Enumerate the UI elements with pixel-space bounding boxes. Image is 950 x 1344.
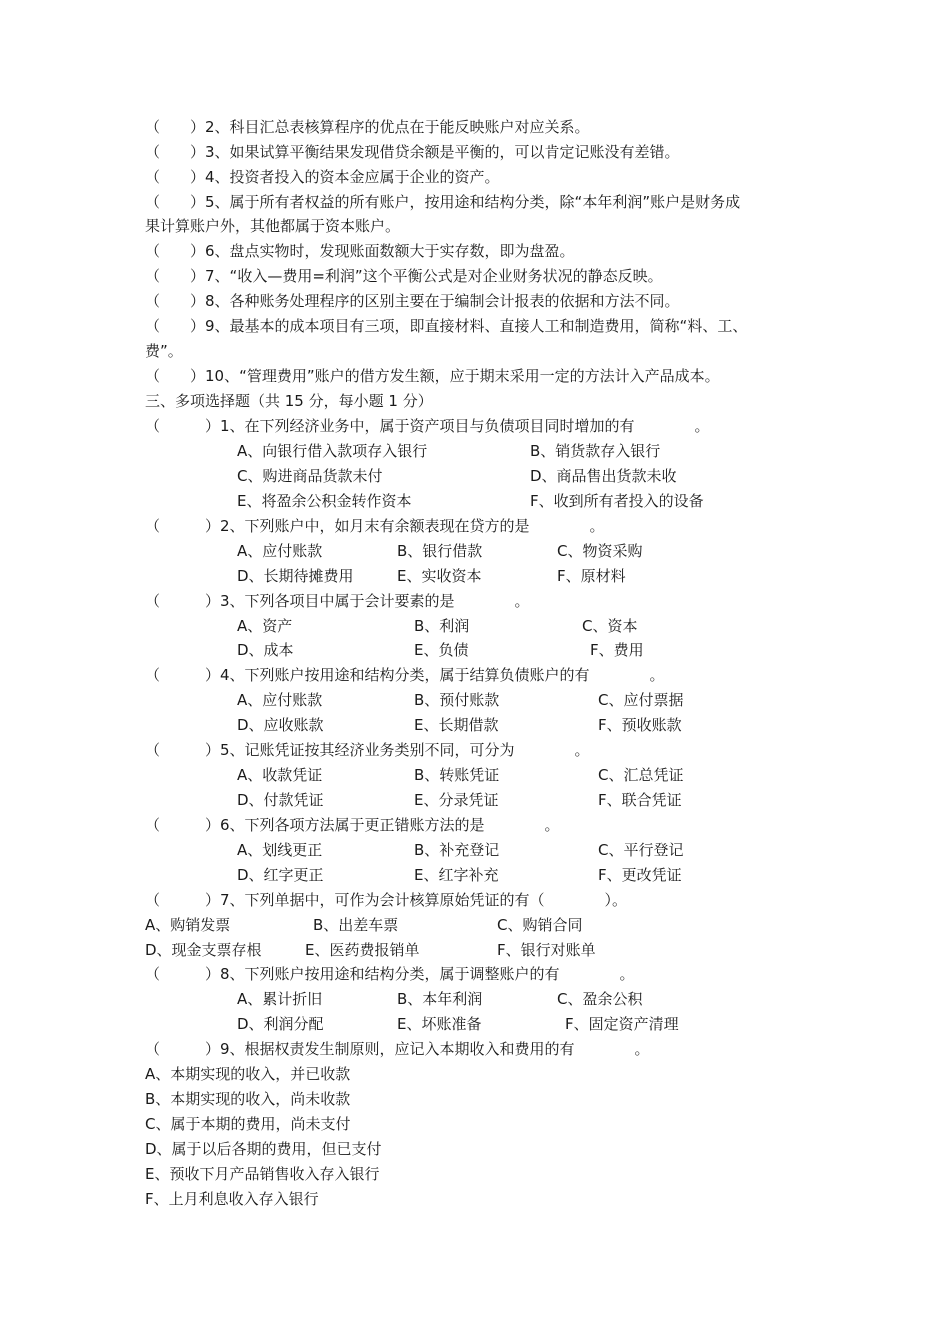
option: A、购销发票 xyxy=(145,916,231,934)
option: E、将盈余公积金转作资本 xyxy=(237,492,412,510)
tf-question-7: （ ）7、“收入—费用=利润”这个平衡公式是对企业财务状况的静态反映。 xyxy=(145,267,663,285)
option: F、固定资产清理 xyxy=(565,1015,679,1033)
option: F、更改凭证 xyxy=(598,866,682,884)
option: F、费用 xyxy=(590,641,644,659)
option: A、本期实现的收入，并已收款 xyxy=(145,1065,351,1083)
option: A、应付账款 xyxy=(237,542,323,560)
option: F、预收账款 xyxy=(598,716,682,734)
option: D、付款凭证 xyxy=(237,791,324,809)
option: D、长期待摊费用 xyxy=(237,567,354,585)
section-title: 三、多项选择题（共 15 分，每小题 1 分） xyxy=(145,392,433,410)
option: F、收到所有者投入的设备 xyxy=(530,492,704,510)
option: E、红字补充 xyxy=(414,866,499,884)
mc-question-4-stem: （ ）4、下列账户按用途和结构分类，属于结算负债账户的有 。 xyxy=(145,666,665,684)
option: A、累计折旧 xyxy=(237,990,323,1008)
option: A、资产 xyxy=(237,617,293,635)
option: C、购销合同 xyxy=(497,916,583,934)
option: C、属于本期的费用，尚未支付 xyxy=(145,1115,351,1133)
option: F、联合凭证 xyxy=(598,791,682,809)
option: B、出差车票 xyxy=(313,916,399,934)
tf-question-10: （ ）10、“管理费用”账户的借方发生额，应于期末采用一定的方法计入产品成本。 xyxy=(145,367,720,385)
option: E、实收资本 xyxy=(397,567,482,585)
tf-question-3: （ ）3、如果试算平衡结果发现借贷余额是平衡的，可以肯定记账没有差错。 xyxy=(145,143,680,161)
option: D、利润分配 xyxy=(237,1015,324,1033)
option: E、预收下月产品销售收入存入银行 xyxy=(145,1165,380,1183)
option: B、补充登记 xyxy=(414,841,500,859)
option: C、购进商品货款未付 xyxy=(237,467,383,485)
option: A、向银行借入款项存入银行 xyxy=(237,442,428,460)
option: D、应收账款 xyxy=(237,716,324,734)
option: A、划线更正 xyxy=(237,841,323,859)
option: E、长期借款 xyxy=(414,716,499,734)
tf-question-9: （ ）9、最基本的成本项目有三项，即直接材料、直接人工和制造费用，简称“料、工、 xyxy=(145,317,748,335)
mc-question-3-stem: （ ）3、下列各项目中属于会计要素的是 。 xyxy=(145,592,530,610)
mc-question-5-stem: （ ）5、记账凭证按其经济业务类别不同，可分为 。 xyxy=(145,741,590,759)
option: E、医药费报销单 xyxy=(305,941,420,959)
mc-question-8-stem: （ ）8、下列账户按用途和结构分类，属于调整账户的有 。 xyxy=(145,965,635,983)
option: B、本年利润 xyxy=(397,990,483,1008)
option: C、平行登记 xyxy=(598,841,684,859)
option: C、物资采购 xyxy=(557,542,643,560)
option: F、上月利息收入存入银行 xyxy=(145,1190,319,1208)
option: B、转账凭证 xyxy=(414,766,500,784)
option: C、资本 xyxy=(582,617,638,635)
tf-question-9-cont: 费”。 xyxy=(145,342,183,360)
mc-question-1-stem: （ ）1、在下列经济业务中，属于资产项目与负债项目同时增加的有 。 xyxy=(145,417,710,435)
option: D、商品售出货款未收 xyxy=(530,467,677,485)
option: D、成本 xyxy=(237,641,294,659)
option: E、负债 xyxy=(414,641,469,659)
mc-question-2-stem: （ ）2、下列账户中，如月末有余额表现在贷方的是 。 xyxy=(145,517,605,535)
mc-question-7-stem: （ ）7、下列单据中，可作为会计核算原始凭证的有（ ）。 xyxy=(145,891,628,909)
tf-question-5: （ ）5、属于所有者权益的所有账户，按用途和结构分类，除“本年利润”账户是财务成 xyxy=(145,193,741,211)
option: F、银行对账单 xyxy=(497,941,596,959)
option: A、应付账款 xyxy=(237,691,323,709)
option: D、现金支票存根 xyxy=(145,941,262,959)
option: B、销货款存入银行 xyxy=(530,442,661,460)
option: B、预付账款 xyxy=(414,691,500,709)
mc-question-6-stem: （ ）6、下列各项方法属于更正错账方法的是 。 xyxy=(145,816,560,834)
option: D、属于以后各期的费用，但已支付 xyxy=(145,1140,382,1158)
tf-question-5-cont: 果计算账户外，其他都属于资本账户。 xyxy=(145,217,401,235)
option: C、汇总凭证 xyxy=(598,766,684,784)
tf-question-2: （ ）2、科目汇总表核算程序的优点在于能反映账户对应关系。 xyxy=(145,118,590,136)
option: C、应付票据 xyxy=(598,691,684,709)
option: B、银行借款 xyxy=(397,542,483,560)
option: F、原材料 xyxy=(557,567,626,585)
option: E、分录凭证 xyxy=(414,791,499,809)
tf-question-4: （ ）4、投资者投入的资本金应属于企业的资产。 xyxy=(145,168,500,186)
tf-question-6: （ ）6、盘点实物时，发现账面数额大于实存数，即为盘盈。 xyxy=(145,242,575,260)
mc-question-9-stem: （ ）9、根据权责发生制原则，应记入本期收入和费用的有 。 xyxy=(145,1040,650,1058)
option: C、盈余公积 xyxy=(557,990,643,1008)
option: A、收款凭证 xyxy=(237,766,323,784)
option: B、本期实现的收入，尚未收款 xyxy=(145,1090,351,1108)
option: E、坏账准备 xyxy=(397,1015,482,1033)
tf-question-8: （ ）8、各种账务处理程序的区别主要在于编制会计报表的依据和方法不同。 xyxy=(145,292,680,310)
option: D、红字更正 xyxy=(237,866,324,884)
option: B、利润 xyxy=(414,617,470,635)
